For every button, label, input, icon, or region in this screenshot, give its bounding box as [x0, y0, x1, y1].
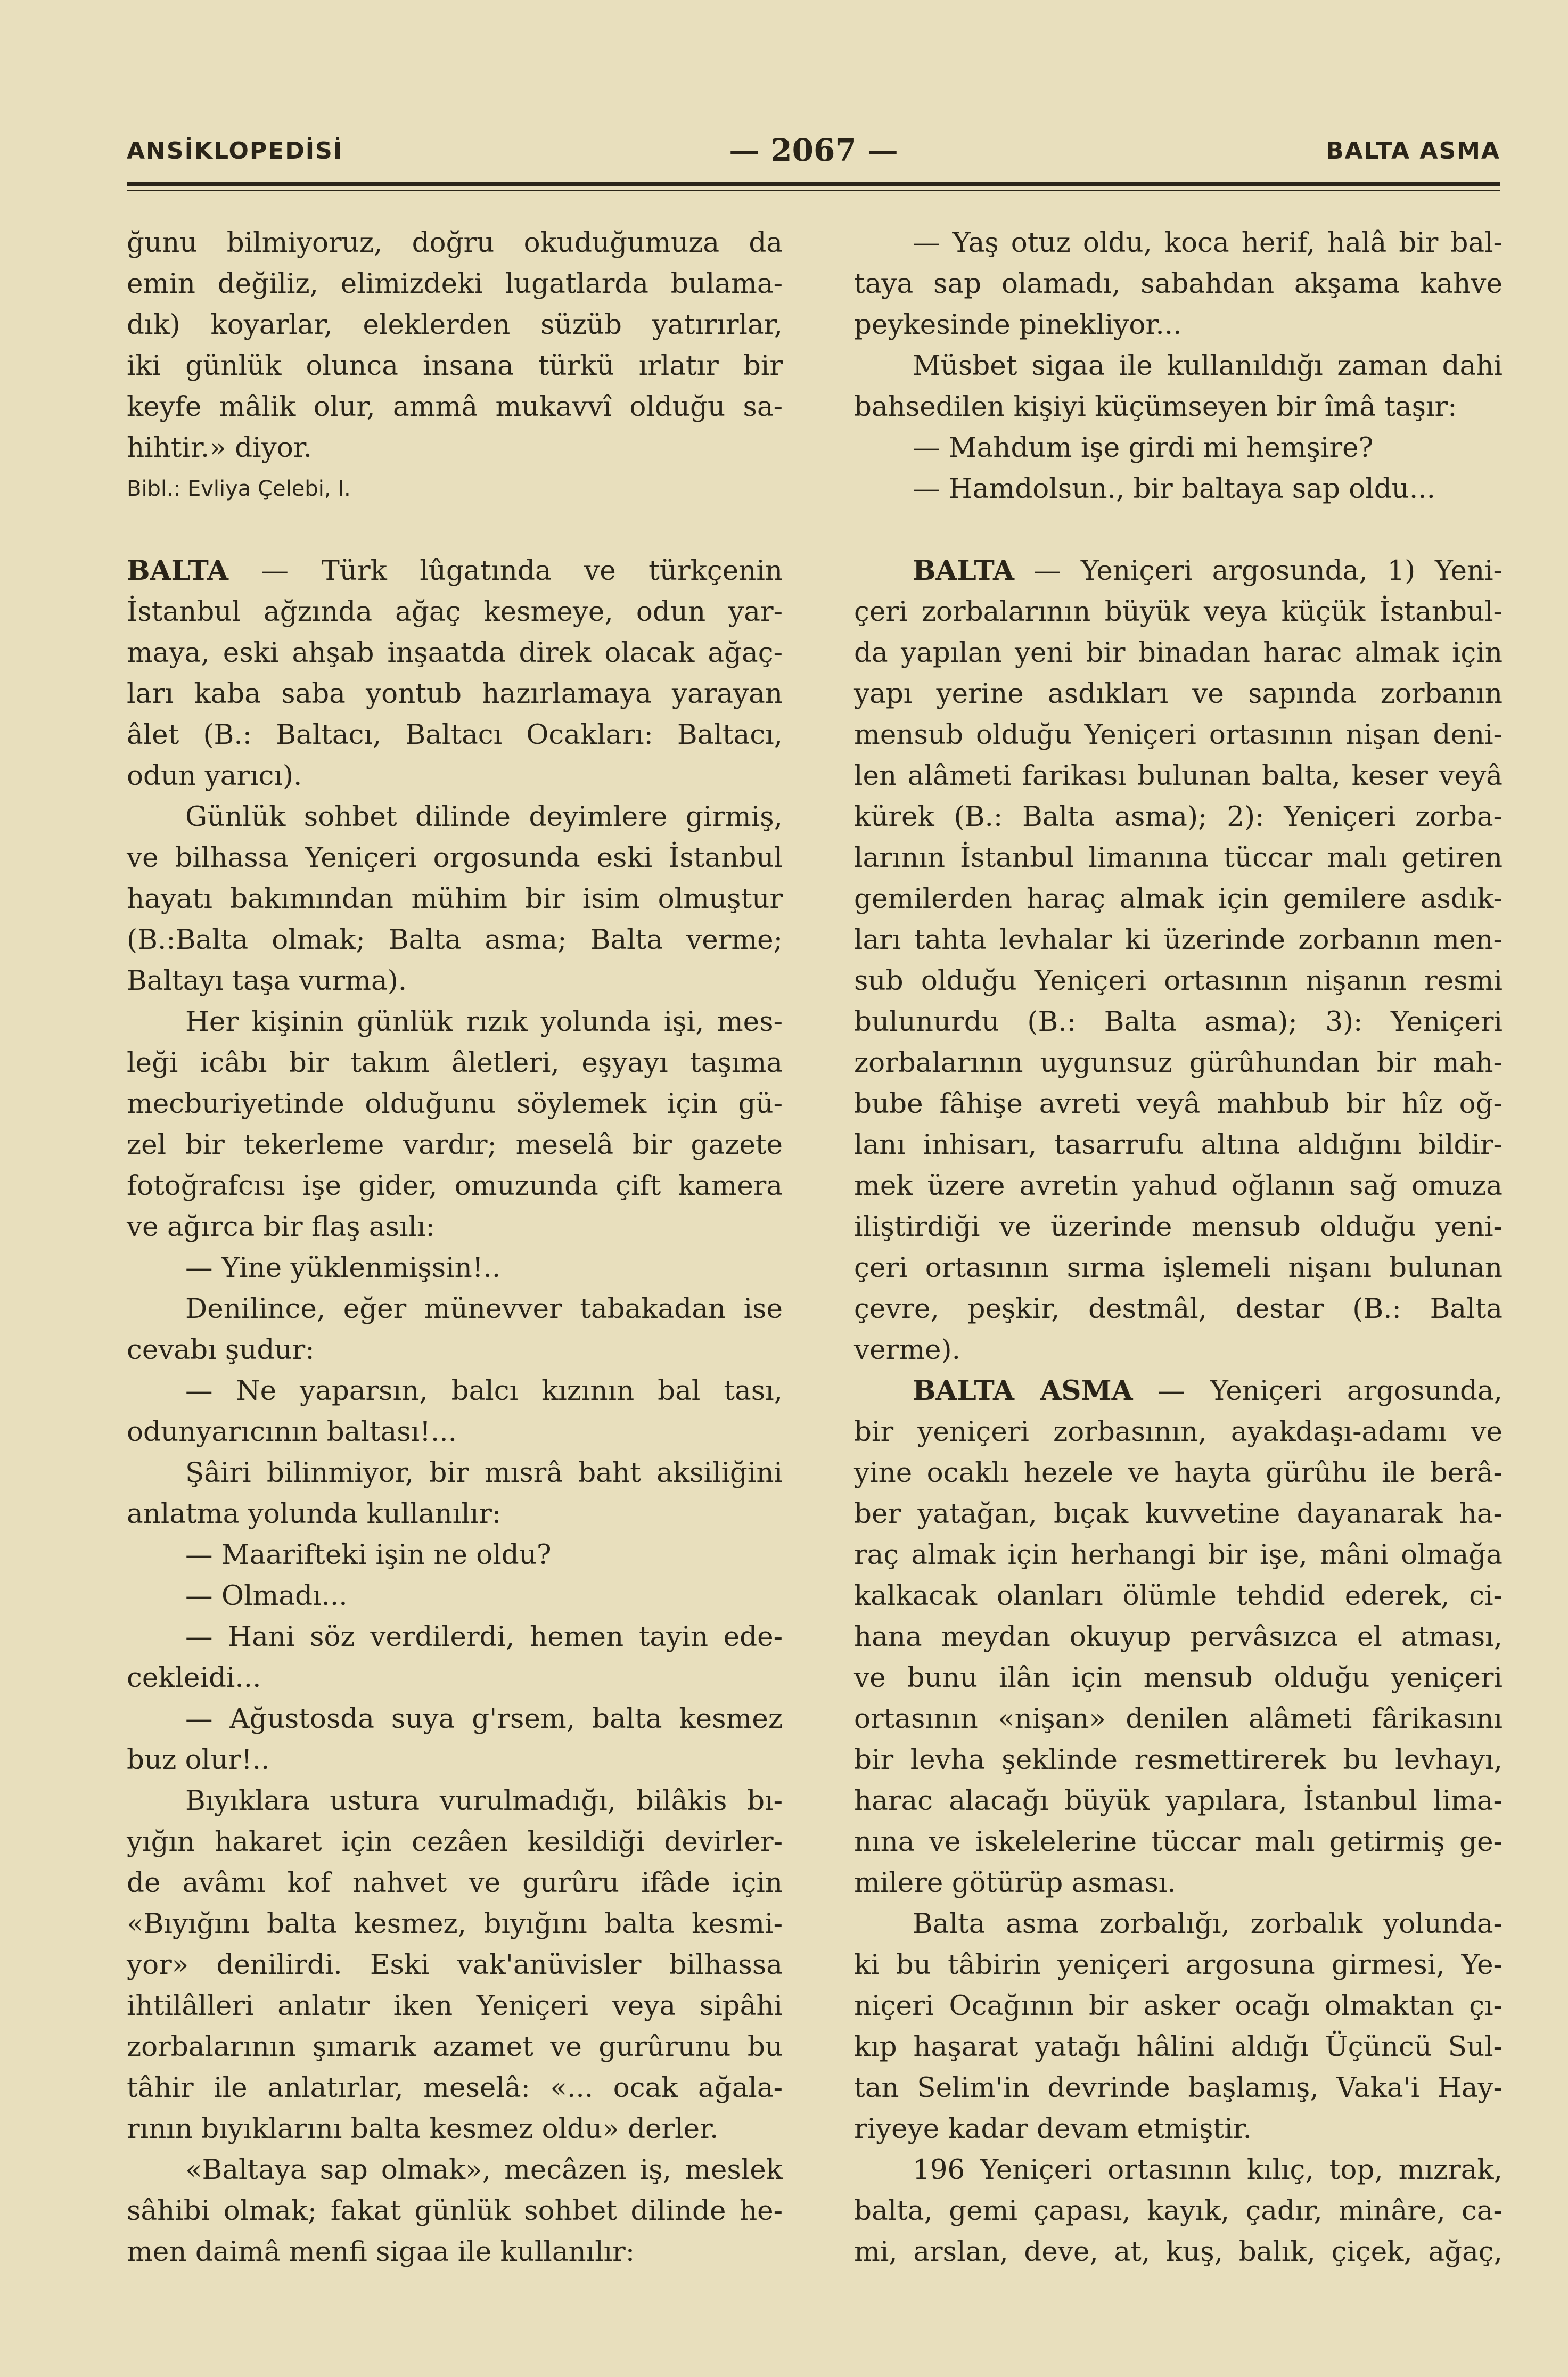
page-header	[127, 132, 1500, 175]
text-line	[127, 264, 783, 305]
left-column	[127, 223, 783, 2273]
line-text: odunyarıcının baltası!...	[127, 1416, 457, 1448]
text-line	[854, 838, 1503, 879]
line-text: leği icâbı bir takım âletleri, eşyayı taşıma	[127, 1047, 783, 1079]
line-text: nına ve iskelelerine tüccar malı getirmiş ge-	[854, 1826, 1503, 1858]
line-text: iliştirdiği ve üzerinde mensub olduğu yeni-	[854, 1211, 1503, 1243]
line-text: yine ocaklı hezele ve hayta gürûhu ile berâ-	[854, 1457, 1503, 1489]
line-text: taya sap olamadı, sabahdan akşama kahve	[854, 268, 1503, 300]
text-line	[854, 797, 1503, 838]
text-line	[854, 1986, 1503, 2027]
text-line	[127, 1535, 783, 1576]
text-line	[127, 1330, 783, 1371]
line-text: milere götürüp asması.	[854, 1867, 1176, 1899]
text-line	[854, 1371, 1503, 1412]
text-line	[854, 1904, 1503, 1945]
text-line	[854, 2027, 1503, 2068]
line-text: ları kaba saba yontub hazırlamaya yarayan	[127, 678, 783, 710]
line-text: emin değiliz, elimizdeki lugatlarda bulama-	[127, 268, 783, 300]
line-text: raç almak için herhangi bir işe, mâni olmağa	[854, 1539, 1503, 1571]
line-text: — Yeniçeri argosunda, 1) Yeni-	[1014, 555, 1503, 587]
text-line	[127, 1002, 783, 1043]
line-text: hana meydan okuyup pervâsızca el atması,	[854, 1621, 1503, 1653]
line-text: ihtilâlleri anlatır iken Yeniçeri veya sipâhi	[127, 1990, 783, 2022]
entry-headword: BALTA	[127, 555, 228, 587]
line-text: keyfe mâlik olur, ammâ mukavvî olduğu sa-	[127, 391, 783, 423]
text-line	[127, 2109, 783, 2150]
paragraph-gap	[127, 510, 783, 551]
line-text: niçeri Ocağının bir asker ocağı olmaktan çı-	[854, 1990, 1503, 2022]
text-line	[854, 715, 1503, 756]
text-line	[127, 1412, 783, 1453]
line-text: cevabı şudur:	[127, 1334, 315, 1366]
line-text: «Bıyığını balta kesmez, bıyığını balta kesmi-	[127, 1908, 783, 1940]
text-line	[127, 1371, 783, 1412]
line-text: Bıyıklara ustura vurulmadığı, bilâkis bı-	[185, 1785, 783, 1817]
text-line	[127, 797, 783, 838]
text-line	[127, 1207, 783, 1248]
line-text: kıp haşarat yatağı hâlini aldığı Üçüncü Sul-	[854, 2031, 1503, 2063]
line-text: tâhir ile anlatırlar, meselâ: «... ocak ağala-	[127, 2072, 783, 2104]
line-text: bir levha şeklinde resmettirerek bu levhayı,	[854, 1744, 1503, 1776]
text-line	[854, 1084, 1503, 1125]
line-text: dık) koyarlar, eleklerden süzüb yatırırlar,	[127, 309, 783, 341]
text-line	[127, 305, 783, 346]
text-line	[127, 1125, 783, 1166]
line-text: da yapılan yeni bir binadan harac almak için	[854, 637, 1503, 669]
line-text: — Ağustosda suya g'rsem, balta kesmez	[185, 1703, 783, 1735]
line-text: Müsbet sigaa ile kullanıldığı zaman dahi	[913, 350, 1503, 382]
line-text: de avâmı kof nahvet ve gurûru ifâde için	[127, 1867, 783, 1899]
text-line	[127, 346, 783, 387]
text-line	[127, 1945, 783, 1986]
line-text: — Yine yüklenmişsin!..	[185, 1252, 501, 1284]
text-line	[127, 1453, 783, 1494]
line-text: ortasının «nişan» denilen alâmeti fârikasını	[854, 1703, 1503, 1735]
line-text: Her kişinin günlük rızık yolunda işi, mes-	[185, 1006, 783, 1038]
text-line	[127, 838, 783, 879]
text-line	[854, 961, 1503, 1002]
line-text: buz olur!..	[127, 1744, 270, 1776]
line-text: İstanbul ağzında ağaç kesmeye, odun yar-	[127, 596, 783, 628]
text-line	[854, 1289, 1503, 1330]
text-line	[127, 223, 783, 264]
line-text: zorbalarının şımarık azamet ve gurûrunu bu	[127, 2031, 783, 2063]
text-line	[854, 674, 1503, 715]
text-line	[854, 1453, 1503, 1494]
line-text: bir yeniçeri zorbasının, ayakdaşı-adamı ve	[854, 1416, 1503, 1448]
text-line	[854, 1617, 1503, 1658]
line-text: yapı yerine asdıkları ve sapında zorbanın	[854, 678, 1503, 710]
line-text: len alâmeti farikası bulunan balta, keser veyâ	[854, 760, 1503, 792]
line-text: Günlük sohbet dilinde deyimlere girmiş,	[185, 801, 783, 833]
text-line	[854, 223, 1503, 264]
text-line	[127, 1699, 783, 1740]
line-text: çevre, peşkir, destmâl, destar (B.: Balta	[854, 1293, 1503, 1325]
text-line	[127, 879, 783, 920]
line-text: — Yeniçeri argosunda,	[1132, 1375, 1503, 1407]
text-line	[127, 633, 783, 674]
text-line	[854, 2191, 1503, 2232]
right-column	[854, 223, 1503, 2273]
line-text: — Mahdum işe girdi mi hemşire?	[913, 432, 1374, 464]
line-text: 196 Yeniçeri ortasının kılıç, top, mızrak,	[913, 2154, 1503, 2186]
line-text: — Yaş otuz oldu, koca herif, halâ bir bal-	[913, 227, 1503, 259]
line-text: fotoğrafcısı işe gider, omuzunda çift kamera	[127, 1170, 783, 1202]
text-line	[127, 2191, 783, 2232]
text-line	[127, 2027, 783, 2068]
entry-headword: BALTA ASMA	[913, 1375, 1133, 1407]
paragraph-gap	[854, 510, 1503, 551]
running-title-left: ANSİKLOPEDİSİ	[127, 137, 343, 165]
text-line	[127, 2232, 783, 2273]
text-line	[854, 1658, 1503, 1699]
text-line	[127, 756, 783, 797]
text-line	[854, 2150, 1503, 2191]
line-text: çeri zorbalarının büyük veya küçük İstanbul-	[854, 596, 1503, 628]
line-text: ve bunu ilân için mensub olduğu yeniçeri	[854, 1662, 1503, 1694]
line-text: yor» denilirdi. Eski vak'anüvisler bilhassa	[127, 1949, 783, 1981]
line-text: âlet (B.: Baltacı, Baltacı Ocakları: Baltacı,	[127, 719, 783, 751]
line-text: Denilince, eğer münevver tabakadan ise	[185, 1293, 783, 1325]
line-text: men daimâ menfi sigaa ile kullanılır:	[127, 2236, 635, 2268]
line-text: larının İstanbul limanına tüccar malı getiren	[854, 842, 1503, 874]
line-text: ki bu tâbirin yeniçeri argosuna girmesi, Ye-	[854, 1949, 1503, 1981]
text-line	[854, 1740, 1503, 1781]
line-text: rının bıyıklarını balta kesmez oldu» derler.	[127, 2113, 719, 2145]
line-text: verme).	[854, 1334, 960, 1366]
text-line	[854, 879, 1503, 920]
entry-headword: BALTA	[913, 555, 1014, 587]
line-text: ları tahta levhalar ki üzerinde zorbanın men-	[854, 924, 1503, 956]
line-text: lanı inhisarı, tasarrufu altına aldığını bildir-	[854, 1129, 1503, 1161]
text-line	[127, 592, 783, 633]
text-line	[854, 1043, 1503, 1084]
text-line	[127, 1986, 783, 2027]
text-line	[854, 551, 1503, 592]
running-title-right: BALTA ASMA	[1326, 137, 1500, 165]
line-text: kürek (B.: Balta asma); 2): Yeniçeri zorba-	[854, 801, 1503, 833]
text-line	[854, 305, 1503, 346]
line-text: — Ne yaparsın, balcı kızının bal tası,	[185, 1375, 783, 1407]
line-text: mensub olduğu Yeniçeri ortasının nişan deni-	[854, 719, 1503, 751]
line-text: bahsedilen kişiyi küçümseyen bir îmâ taşır:	[854, 391, 1457, 423]
line-text: zorbalarının uygunsuz gürûhundan bir mah-	[854, 1047, 1503, 1079]
text-line	[127, 551, 783, 592]
text-line	[127, 1494, 783, 1535]
text-line	[854, 1494, 1503, 1535]
line-text: odun yarıcı).	[127, 760, 302, 792]
text-line	[127, 1658, 783, 1699]
line-text: harac alacağı büyük yapılara, İstanbul lima-	[854, 1785, 1503, 1817]
text-line	[854, 469, 1503, 510]
line-text: tan Selim'in devrinde başlamış, Vaka'i Hay-	[854, 2072, 1503, 2104]
bibliography-line	[127, 469, 783, 510]
line-text: kalkacak olanları ölümle tehdid ederek, ci-	[854, 1580, 1503, 1612]
text-line	[854, 264, 1503, 305]
text-line	[127, 2150, 783, 2191]
text-line	[127, 1822, 783, 1863]
line-text: mek üzere avretin yahud oğlanın sağ omuza	[854, 1170, 1503, 1202]
text-line	[127, 674, 783, 715]
line-text: cekleidi...	[127, 1662, 261, 1694]
line-text: — Olmadı...	[185, 1580, 348, 1612]
text-line	[854, 1945, 1503, 1986]
text-line	[854, 1699, 1503, 1740]
text-line	[854, 1863, 1503, 1904]
text-line	[127, 387, 783, 428]
line-text: ve bilhassa Yeniçeri orgosunda eski İstanbul	[127, 842, 783, 874]
text-line	[127, 428, 783, 469]
line-text: peykesinde pinekliyor...	[854, 309, 1182, 341]
line-text: mecburiyetinde olduğunu söylemek için gü-	[127, 1088, 783, 1120]
text-line	[854, 346, 1503, 387]
text-line	[127, 1740, 783, 1781]
line-text: ber yatağan, bıçak kuvvetine dayanarak ha-	[854, 1498, 1503, 1530]
line-text: sâhibi olmak; fakat günlük sohbet dilinde he-	[127, 2195, 783, 2227]
text-line	[127, 961, 783, 1002]
text-line	[854, 428, 1503, 469]
text-line	[854, 1822, 1503, 1863]
line-text: gemilerden haraç almak için gemilere asdık-	[854, 883, 1503, 915]
line-text: yığın hakaret için cezâen kesildiği devirler-	[127, 1826, 783, 1858]
line-text: mi, arslan, deve, at, kuş, balık, çiçek, ağaç,	[854, 2236, 1503, 2268]
text-line	[127, 1863, 783, 1904]
text-line	[127, 1781, 783, 1822]
text-line	[127, 715, 783, 756]
line-text: zel bir tekerleme vardır; meselâ bir gazete	[127, 1129, 783, 1161]
text-line	[854, 1576, 1503, 1617]
line-text: balta, gemi çapası, kayık, çadır, minâre, ca-	[854, 2195, 1503, 2227]
text-line	[127, 1617, 783, 1658]
page-number: — 2067 —	[729, 132, 898, 168]
line-text: bube fâhişe avreti veyâ mahbub bir hîz oğ-	[854, 1088, 1503, 1120]
line-text: iki günlük olunca insana türkü ırlatır bir	[127, 350, 783, 382]
text-line	[854, 2232, 1503, 2273]
line-text: Baltayı taşa vurma).	[127, 965, 407, 997]
line-text: riyeye kadar devam etmiştir.	[854, 2113, 1252, 2145]
line-text: — Hani söz verdilerdi, hemen tayin ede-	[185, 1621, 783, 1653]
header-rule-thick	[127, 182, 1500, 186]
line-text: — Maarifteki işin ne oldu?	[185, 1539, 552, 1571]
text-line	[127, 1289, 783, 1330]
line-text: hayatı bakımından mühim bir isim olmuştur	[127, 883, 783, 915]
line-text: maya, eski ahşab inşaatda direk olacak ağaç-	[127, 637, 783, 669]
line-text: anlatma yolunda kullanılır:	[127, 1498, 502, 1530]
line-text: Şâiri bilinmiyor, bir mısrâ baht aksiliğini	[185, 1457, 783, 1489]
text-line	[854, 633, 1503, 674]
text-line	[854, 1781, 1503, 1822]
text-line	[127, 1166, 783, 1207]
line-text: bulunurdu (B.: Balta asma); 3): Yeniçeri	[854, 1006, 1503, 1038]
text-line	[854, 1412, 1503, 1453]
text-line	[854, 592, 1503, 633]
text-line	[854, 920, 1503, 961]
text-line	[854, 1002, 1503, 1043]
line-text: hihtir.» diyor.	[127, 432, 313, 464]
line-text: Balta asma zorbalığı, zorbalık yolunda-	[913, 1908, 1503, 1940]
header-rule-thin	[127, 190, 1500, 191]
text-line	[854, 387, 1503, 428]
text-line	[854, 1535, 1503, 1576]
text-line	[854, 1125, 1503, 1166]
line-text: sub olduğu Yeniçeri ortasının nişanın resmi	[854, 965, 1503, 997]
line-text: — Hamdolsun., bir baltaya sap oldu...	[913, 473, 1435, 505]
text-line	[127, 920, 783, 961]
line-text: «Baltaya sap olmak», mecâzen iş, meslek	[185, 2154, 783, 2186]
text-line	[127, 2068, 783, 2109]
text-line	[854, 2068, 1503, 2109]
text-line	[127, 1084, 783, 1125]
text-line	[854, 1330, 1503, 1371]
text-line	[854, 2109, 1503, 2150]
line-text: — Türk lûgatında ve türkçenin	[228, 555, 783, 587]
text-line	[127, 1043, 783, 1084]
text-line	[127, 1248, 783, 1289]
text-line	[854, 756, 1503, 797]
line-text: ve ağırca bir flaş asılı:	[127, 1211, 435, 1243]
text-line	[854, 1207, 1503, 1248]
line-text: ğunu bilmiyoruz, doğru okuduğumuza da	[127, 227, 783, 259]
line-text: Bibl.: Evliya Çelebi, I.	[127, 477, 351, 501]
text-line	[127, 1904, 783, 1945]
line-text: (B.:Balta olmak; Balta asma; Balta verme;	[127, 924, 783, 956]
text-line	[854, 1166, 1503, 1207]
text-line	[127, 1576, 783, 1617]
line-text: çeri ortasının sırma işlemeli nişanı bulunan	[854, 1252, 1503, 1284]
text-line	[854, 1248, 1503, 1289]
